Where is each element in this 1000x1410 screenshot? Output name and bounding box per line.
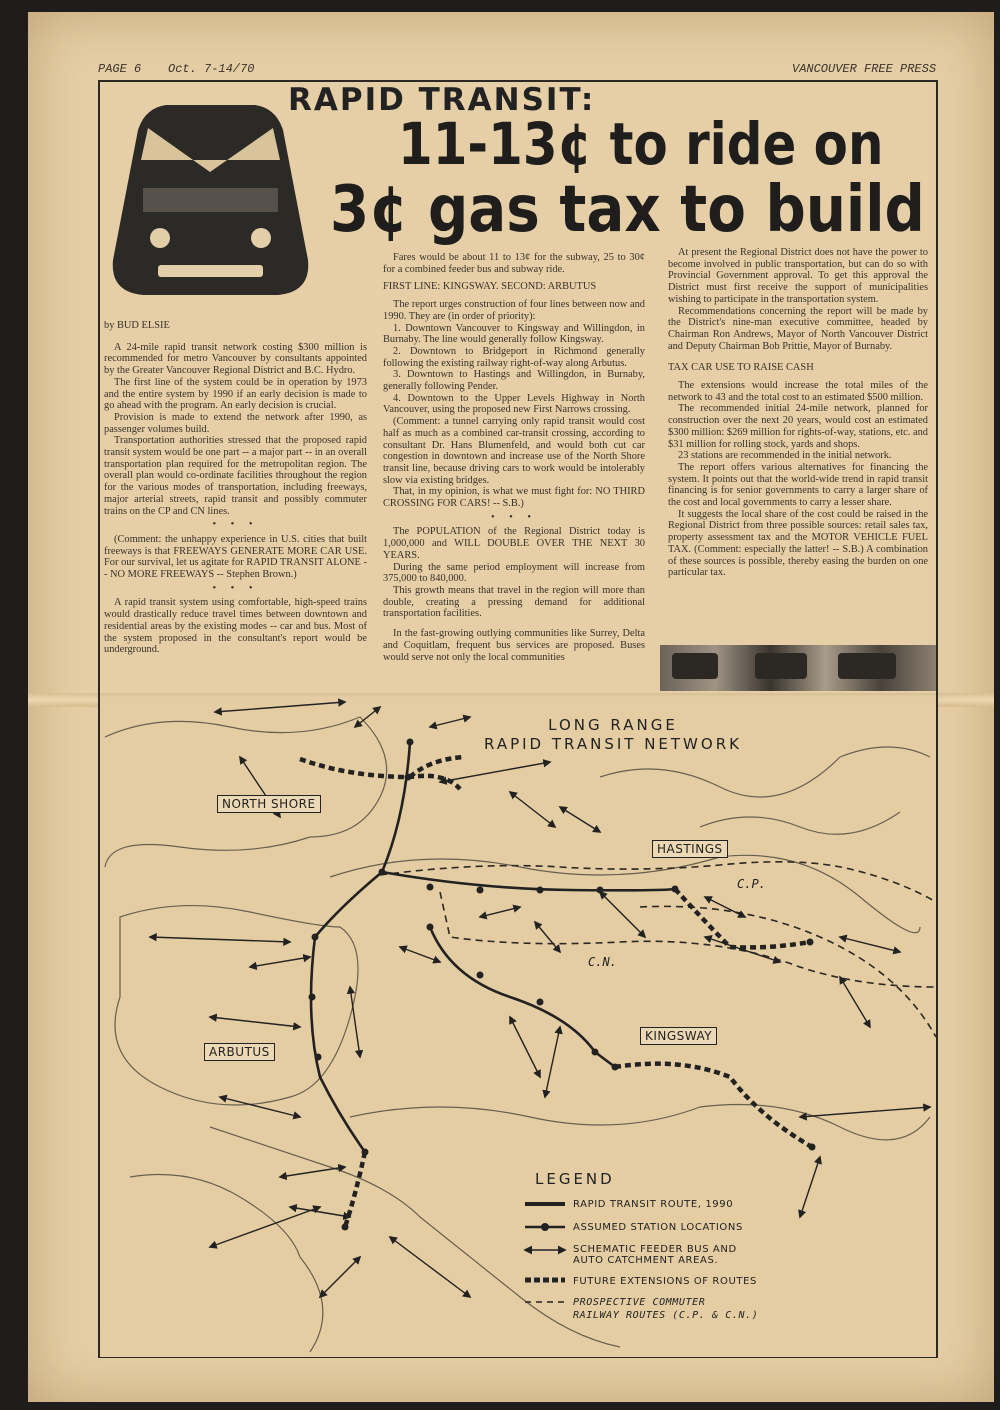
- station-dot: [612, 1064, 619, 1071]
- paragraph: This growth means that travel in the region will more than double, creating a pressing demand for additional transportation facilities.: [383, 584, 645, 620]
- paragraph: The POPULATION of the Regional District today is 1,000,000 and WILL DOUBLE OVER THE NEXT 30 YEARS.: [383, 526, 645, 561]
- station-dot: [672, 886, 679, 893]
- byline: by BUD ELSIE: [104, 320, 170, 331]
- label-hastings: HASTINGS: [652, 840, 728, 858]
- paragraph: The report urges construction of four lines between now and 1990. They are (in order of priority):: [383, 299, 645, 322]
- label-kingsway: KINGSWAY: [640, 1027, 717, 1045]
- issue-date: Oct. 7-14/70: [168, 62, 255, 76]
- section-dots: • • •: [212, 582, 259, 594]
- paragraph: 1. Downtown Vancouver to Kingsway and Willingdon, in Burnaby. The line would generally follow Kingsway.: [383, 322, 645, 346]
- station-dot: [477, 972, 484, 979]
- label-north-shore: NORTH SHORE: [217, 795, 321, 813]
- station-dot: [362, 1149, 369, 1156]
- station-dot: [315, 1054, 322, 1061]
- paragraph: Provision is made to extend the network after 1990, as passenger volumes build.: [104, 411, 367, 435]
- map-title-line-2: RAPID TRANSIT NETWORK: [484, 735, 742, 753]
- paragraph: It suggests the local share of the cost could be raised in the Regional District from three possible sources: retail sales tax, property assessment tax and the MOTOR VEHICLE FUEL TAX. (Comment: especially the latter! -- S.B.) A combination of these sources is possible, thereby easing the burden on one particular tax.: [668, 508, 928, 579]
- legend-commuter-2: RAILWAY ROUTES (C.P. & C.N.): [573, 1310, 759, 1321]
- subhead-tax: TAX CAR USE TO RAISE CASH: [668, 362, 814, 374]
- traffic-photo: [660, 645, 936, 691]
- map-title-line-1: LONG RANGE: [548, 716, 678, 734]
- comment-paragraph: (Comment: a tunnel carrying only rapid transit would cost half as much as a combined car-transit crossing, according to consultant Dr. Hans Blumenfeld, and would both cut car congestion in downtown and increase use of the North Shore transit line, because driving cars to work would be intolerably slow via existing bridges.: [383, 416, 645, 486]
- paragraph: At present the Regional District does not have the power to become involved in public transportation, but can do so with Provincial Government approval. To get this approval the District must first receive the support of municipalities wishing to participate in the transportation system.: [668, 247, 928, 305]
- paper-name: VANCOUVER FREE PRESS: [792, 62, 937, 76]
- legend-stations: ASSUMED STATION LOCATIONS: [573, 1222, 743, 1233]
- legend-feeder-2: AUTO CATCHMENT AREAS.: [573, 1255, 719, 1266]
- headline-line-2: 3¢ gas tax to build: [330, 173, 925, 247]
- paragraph: 23 stations are recommended in the initial network.: [678, 450, 892, 462]
- label-cp: C.P.: [737, 877, 766, 891]
- paragraph: That, in my opinion, is what we must fight for: NO THIRD CROSSING FOR CARS! -- S.B.): [383, 486, 645, 510]
- paragraph: In the fast-growing outlying communities like Surrey, Delta and Coquitlam, frequent bus services are proposed. Buses would serve not only the local communities: [383, 628, 645, 663]
- paragraph: Recommendations concerning the report will be made by the District's nine-man executive committee, headed by Chairman Ron Andrews, Mayor of North Vancouver District and Deputy Chairman Bob Prittie, Mayor of Burnaby.: [668, 305, 928, 352]
- paragraph: Fares would be about 11 to 13¢ for the subway, 25 to 30¢ for a combined feeder bus and subway ride.: [383, 252, 645, 275]
- paragraph: The first line of the system could be in operation by 1973 and the entire system by 1990 if an early decision is made to go ahead with the program. An early decision is crucial.: [104, 376, 367, 412]
- station-dot: [312, 934, 319, 941]
- station-dot: [807, 939, 814, 946]
- page-number: PAGE 6: [98, 62, 142, 76]
- station-dot: [809, 1144, 816, 1151]
- paragraph: A 24-mile rapid transit network costing $300 million is recommended for metro Vancouver by consultants appointed by the Greater Vancouver Regional District and B.C. Hydro.: [104, 341, 367, 377]
- station-dot: [405, 774, 412, 781]
- station-dot: [592, 1049, 599, 1056]
- station-dot: [309, 994, 316, 1001]
- section-dots: • • •: [490, 511, 538, 523]
- paragraph: Transportation authorities stressed that the proposed rapid transit system would be one part -- a major part -- in an overall transportation plan required for the metropolitan region. The overall plan would co-ordinate facilities throughout the region for the various modes of transportation, including freeways, major arterial streets, rapid transit and possibly commuter trains on the CP and CN lines.: [104, 435, 367, 517]
- article-column-1: [104, 320, 367, 656]
- legend-title: LEGEND: [535, 1170, 615, 1188]
- station-dot: [342, 1224, 349, 1231]
- paragraph: The recommended initial 24-mile network, planned for construction over the next 20 years, would cost an estimated $300 million: $269 million for rights-of-way, stations, etc. and $31 million for rolling stock, yards and shops.: [668, 403, 928, 450]
- station-dot: [537, 887, 544, 894]
- legend-feeder-1: SCHEMATIC FEEDER BUS AND: [573, 1244, 737, 1255]
- paragraph: The report offers various alternatives for financing the system. It points out that the world-wide trend in rapid transit financing is for senior governments to carry a larger share of the cost and local governments to carry a lesser share.: [668, 461, 928, 509]
- station-dot: [537, 999, 544, 1006]
- station-dot: [379, 869, 386, 876]
- label-cn: C.N.: [588, 955, 617, 969]
- article-column-2: [383, 252, 645, 663]
- station-dot: [427, 924, 434, 931]
- legend-commuter-1: PROSPECTIVE COMMUTER: [573, 1297, 706, 1308]
- article-column-3: [668, 247, 928, 579]
- section-dots: • • •: [212, 519, 259, 531]
- headline-line-1: 11-13¢ to ride on: [398, 110, 884, 178]
- paragraph: 3. Downtown to Hastings and Willingdon, in Burnaby, generally following Pender.: [383, 369, 645, 393]
- paragraph: During the same period employment will increase from 375,000 to 840,000.: [383, 561, 645, 585]
- map-title: [484, 716, 742, 754]
- station-dot: [427, 884, 434, 891]
- paragraph: 4. Downtown to the Upper Levels Highway in North Vancouver, using the proposed new First Narrows crossing.: [383, 392, 645, 416]
- train-logo-icon: [108, 100, 313, 300]
- paragraph: The extensions would increase the total miles of the network to 43 and the total cost to an estimated $500 million.: [668, 380, 928, 403]
- station-dot: [407, 739, 414, 746]
- legend-extensions: FUTURE EXTENSIONS OF ROUTES: [573, 1276, 757, 1287]
- station-dot: [477, 887, 484, 894]
- subhead-first-line: FIRST LINE: KINGSWAY. SECOND: ARBUTUS: [383, 281, 597, 293]
- legend-route: RAPID TRANSIT ROUTE, 1990: [573, 1199, 734, 1210]
- comment-paragraph: (Comment: the unhappy experience in U.S. cities that built freeways is that FREEWAYS GENERATE MORE CAR USE. For our survival, let us agitate for RAPID TRANSIT ALONE -- NO MORE FREEWAYS -- Stephen Brown.): [104, 533, 367, 581]
- paragraph: A rapid transit system using comfortable, high-speed trains would drastically reduce travel times between downtown and residential areas by the existing modes -- car and bus. Most of the system proposed in the consultant's report would be underground.: [104, 597, 367, 656]
- label-arbutus: ARBUTUS: [204, 1043, 275, 1061]
- paragraph: 2. Downtown to Bridgeport in Richmond generally following the existing railway right-of-way along Arbutus.: [383, 345, 645, 369]
- headline-kicker: RAPID TRANSIT:: [288, 82, 596, 118]
